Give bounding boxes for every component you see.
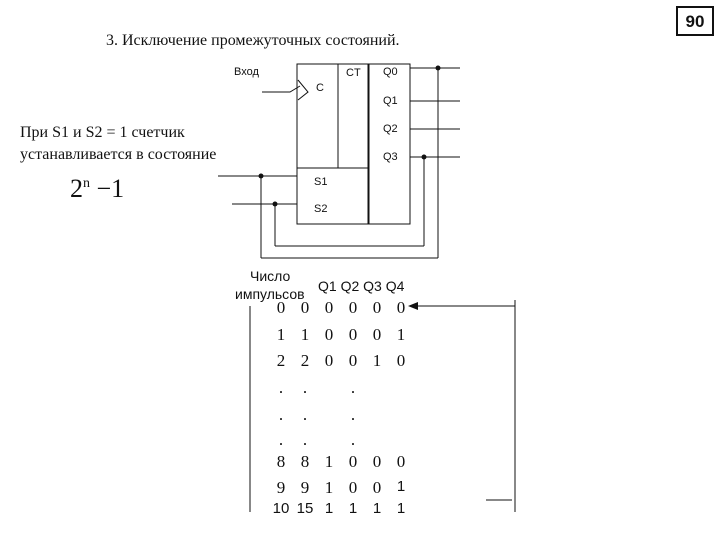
table-cell-q2: 0 <box>348 298 358 317</box>
table-cell-pulses: 0 <box>276 298 286 317</box>
table-cell-pulses: 9 <box>276 478 286 497</box>
table-cell-q1: 0 <box>324 298 334 317</box>
table-cell-n: 0 <box>300 298 310 317</box>
clock-label: C <box>316 82 324 94</box>
table-cell-n: 15 <box>296 500 314 517</box>
table-cell-q1: 1 <box>324 452 334 471</box>
table-cell-q3: 1 <box>372 351 382 370</box>
table-header-pulses-1: Число <box>250 268 291 284</box>
table-cell-n: . <box>302 405 308 424</box>
counter-type-label: CT <box>346 67 361 79</box>
table-cell-pulses: 10 <box>272 500 290 517</box>
output-label-q0: Q0 <box>383 66 398 78</box>
table-cell-q2: 0 <box>348 478 358 497</box>
input-label: Вход <box>234 66 259 78</box>
table-cell-q2: 0 <box>348 351 358 370</box>
table-cell-q2: . <box>350 405 356 424</box>
note-line-1: При S1 и S2 = 1 счетчик <box>20 124 185 141</box>
table-cell-q4: 0 <box>396 298 406 317</box>
table-cell-q2: 0 <box>348 452 358 471</box>
table-header-bits: Q1 Q2 Q3 Q4 <box>318 278 405 294</box>
table-cell-q3: 1 <box>372 500 382 517</box>
table-cell-n: 1 <box>300 325 310 344</box>
note-line-2: устанавливается в состояние <box>20 146 217 163</box>
table-cell-q1: 0 <box>324 351 334 370</box>
table-cell-n: . <box>302 430 308 449</box>
page-number: 90 <box>676 6 714 36</box>
output-label-q2: Q2 <box>383 123 398 135</box>
table-cell-q4: 1 <box>396 500 406 517</box>
section-title: 3. Исключение промежуточных состояний. <box>106 32 400 49</box>
table-cell-pulses: . <box>278 430 284 449</box>
table-cell-q2: . <box>350 430 356 449</box>
counter-block <box>297 64 369 224</box>
formula-base: 2 <box>70 174 83 203</box>
table-cell-q4: 1 <box>396 325 406 344</box>
clock-triangle <box>298 80 308 100</box>
table-cell-q4: 0 <box>396 351 406 370</box>
table-cell-n: 8 <box>300 452 310 471</box>
table-cell-pulses: 8 <box>276 452 286 471</box>
table-cell-pulses: . <box>278 405 284 424</box>
q3-junction <box>422 155 427 160</box>
table-header-pulses-2: импульсов <box>235 286 305 302</box>
output-label-q1: Q1 <box>383 95 398 107</box>
formula-exponent: n <box>83 176 90 191</box>
table-cell-q1: 0 <box>324 325 334 344</box>
clock-arrow <box>262 86 300 92</box>
set-label-s2: S2 <box>314 203 328 215</box>
table-cell-n: 2 <box>300 351 310 370</box>
s1-junction <box>259 174 264 179</box>
s2-junction <box>273 202 278 207</box>
table-cell-q1: 1 <box>324 478 334 497</box>
table-cell-q3: 0 <box>372 452 382 471</box>
output-label-q3: Q3 <box>383 151 398 163</box>
table-cell-pulses: . <box>278 378 284 397</box>
table-cell-q2: . <box>350 378 356 397</box>
table-cell-q2: 1 <box>348 500 358 517</box>
table-cell-q3: 0 <box>372 325 382 344</box>
output-frame <box>368 64 410 224</box>
table-cell-q3: 0 <box>372 478 382 497</box>
table-cell-q2: 0 <box>348 325 358 344</box>
table-cell-q4: 0 <box>396 452 406 471</box>
table-cell-n: 9 <box>300 478 310 497</box>
table-cell-pulses: 2 <box>276 351 286 370</box>
set-label-s1: S1 <box>314 176 328 188</box>
table-cell-n: . <box>302 378 308 397</box>
table-cell-q1: 1 <box>324 500 334 517</box>
table-cell-q3: 0 <box>372 298 382 317</box>
formula-rest: −1 <box>96 174 125 203</box>
table-cell-pulses: 1 <box>276 325 286 344</box>
q0-junction <box>436 66 441 71</box>
table-cell-q4: 1 <box>396 478 406 495</box>
